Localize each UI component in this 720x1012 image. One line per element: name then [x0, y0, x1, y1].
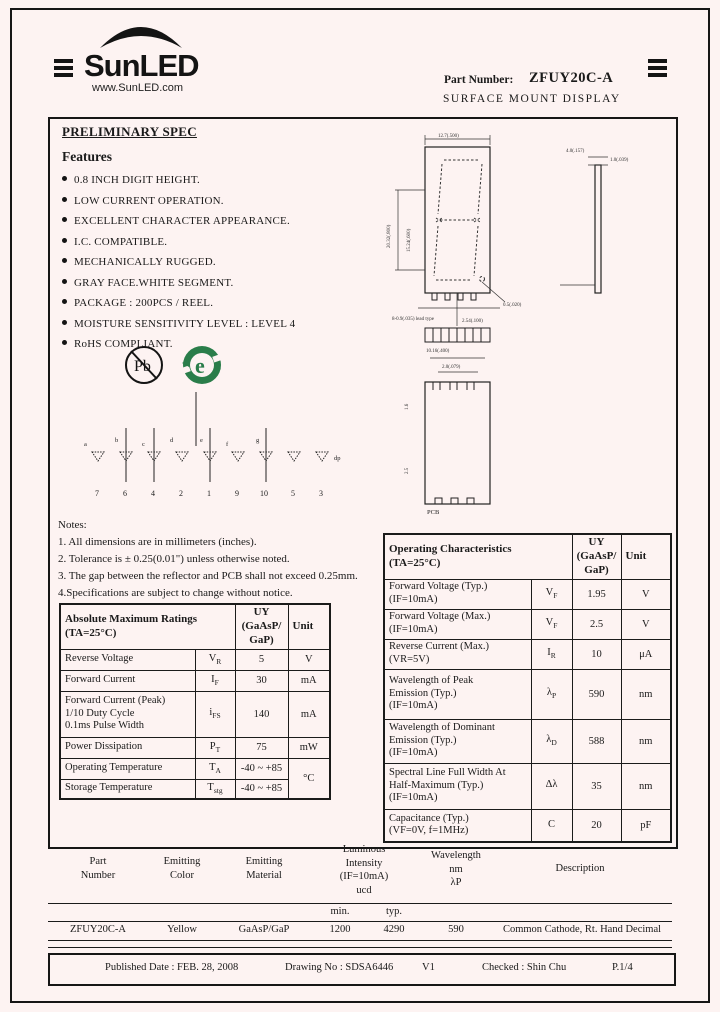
bullet-icon: [62, 320, 67, 325]
checked-by: Checked : Shin Chu: [482, 962, 567, 973]
dim-pads-note: 8-0.9(.035) lead type: [392, 317, 434, 322]
bullet-icon: [62, 279, 67, 284]
note-item: 1. All dimensions are in millimeters (inches).: [58, 536, 257, 548]
feature-text: GRAY FACE.WHITE SEGMENT.: [74, 276, 234, 289]
wavelength-col-header: Wavelength nm λP: [431, 850, 481, 889]
table-line: [48, 940, 672, 941]
feature-text: 0.8 INCH DIGIT HEIGHT.: [74, 174, 200, 186]
note-item: 4.Specifications are subject to change without notice.: [58, 587, 293, 599]
pb-free-icon: [122, 342, 166, 388]
description-col-header: Description: [555, 863, 605, 874]
dim-rear-w2: 2.0(.079): [442, 365, 461, 370]
segment-label: g: [256, 437, 260, 444]
luminous-typ-cell: 4290: [383, 924, 405, 935]
feature-item: [62, 277, 372, 289]
feature-item: [62, 318, 372, 330]
feature-item: [62, 297, 372, 309]
table-row: Operating Temperature $T_A$ -40 ~ +85 °C: [60, 758, 330, 779]
table-row: Spectral Line Full Width At Half-Maximum (Typ.) (IF=10mA) Δλ 35 nm: [384, 763, 671, 809]
efup-recycle-icon: [180, 343, 224, 387]
page-number: P.1/4: [612, 962, 633, 973]
part-col-header: Part Number: [80, 856, 116, 881]
notes-block: [58, 517, 378, 602]
part-number-value: ZFUY20C-A: [529, 70, 614, 86]
feature-item: [62, 256, 372, 268]
version: V1: [422, 962, 435, 973]
abs-table-title: Absolute Maximum Ratings (TA=25°C): [60, 604, 235, 649]
table-row: Storage Temperature $T_{stg}$ -40 ~ +85: [60, 779, 330, 799]
dim-digit-width: 15.24(.600): [407, 228, 412, 252]
dim-side-top: 4.0(.157): [566, 149, 585, 154]
emitting-color-cell: Yellow: [167, 924, 197, 935]
bullet-icon: [62, 299, 67, 304]
luminous-min-cell: 1200: [329, 924, 351, 935]
table-row: Forward Voltage (Max.) (IF=10mA) $V_F$ 2.5 V: [384, 609, 671, 639]
bullet-icon: [62, 258, 67, 263]
features-list: [62, 174, 372, 359]
features-title: Features: [62, 149, 112, 164]
dim-front-pitch: 2.54(.100): [462, 319, 483, 324]
wavelength-cell: 590: [448, 924, 464, 935]
pin-number: 3: [319, 489, 323, 498]
absolute-maximum-ratings-table: [59, 603, 331, 800]
table-row: Power Dissipation $P_T$ 75 mW: [60, 737, 330, 758]
bullet-icon: [62, 176, 67, 181]
luminous-col-header: Luminous Intensity (IF=10mA) ucd: [339, 844, 389, 896]
svg-text:Pb: Pb: [134, 358, 151, 375]
segment-label: f: [226, 441, 229, 448]
segment-label: c: [142, 441, 145, 448]
table-row: Capacitance (Typ.) (VF=0V, f=1MHz) C 20 pF: [384, 809, 671, 842]
table-line: [48, 947, 672, 948]
table-row: Wavelength of Peak Emission (Typ.) (IF=10mA) $\lambda_P$ 590 nm: [384, 669, 671, 719]
svg-text:e: e: [195, 353, 205, 378]
bullet-icon: [62, 238, 67, 243]
abs-col-uy: UY (GaAsP/ GaP): [235, 604, 288, 649]
dim-digit-height: 20.32(.800): [387, 224, 392, 248]
website-url: www.SunLED.com: [92, 82, 184, 94]
table-row: Forward Current (Peak) 1/10 Duty Cycle 0.1ms Pulse Width $i_{FS}$ 140 mA: [60, 691, 330, 737]
dim-front-width: 12.7(.500): [438, 134, 459, 139]
segment-label: a: [84, 441, 87, 448]
pin-number: 10: [260, 489, 268, 498]
op-col-uy: UY (GaAsP/ GaP): [572, 534, 621, 579]
pin-number: 2: [179, 489, 183, 498]
feature-item: [62, 195, 372, 207]
feature-text: PACKAGE : 200PCS / REEL.: [74, 297, 214, 309]
table-line: [48, 903, 672, 904]
typ-sub-header: typ.: [385, 906, 403, 917]
menu-icon-right: [648, 56, 667, 80]
preliminary-spec-title: PRELIMINARY SPEC: [62, 124, 197, 139]
bullet-icon: [62, 340, 67, 345]
dim-seg-note: 0.5(.020): [503, 303, 522, 308]
material-col-header: Emitting Material: [245, 856, 283, 881]
footer-bar: [48, 953, 676, 986]
feature-text: EXCELLENT CHARACTER APPEARANCE.: [74, 215, 290, 227]
table-row: Reverse Current (Max.) (VR=5V) $I_R$ 10 μA: [384, 639, 671, 669]
op-col-unit: Unit: [621, 534, 671, 579]
document-subtitle: SURFACE MOUNT DISPLAY: [443, 93, 621, 105]
min-sub-header: min.: [330, 906, 350, 917]
dim-rear-h1: 1.6: [405, 403, 410, 410]
pin-number: 7: [95, 489, 99, 498]
pin-number: 9: [235, 489, 239, 498]
pcb-label: PCB: [427, 509, 440, 516]
table-row: Reverse Voltage $V_R$ 5 V: [60, 649, 330, 670]
operating-characteristics-table: [383, 533, 672, 843]
abs-col-unit: Unit: [288, 604, 330, 649]
part-number-label: Part Number:: [444, 74, 514, 86]
table-row: Forward Current $I_F$ 30 mA: [60, 670, 330, 691]
internal-circuit-diagram: [60, 390, 380, 510]
feature-text: RoHS COMPLIANT.: [74, 338, 173, 350]
color-col-header: Emitting Color: [163, 856, 201, 881]
emitting-material-cell: GaAsP/GaP: [238, 924, 290, 935]
feature-item: [62, 174, 372, 186]
sunled-logo-arc: [96, 16, 186, 50]
segment-label: b: [115, 437, 119, 444]
package-drawing: [370, 130, 672, 520]
bullet-icon: [62, 217, 67, 222]
pin-number: 6: [123, 489, 127, 498]
notes-title: Notes:: [58, 519, 87, 531]
table-line: [48, 921, 672, 922]
pin-number: 1: [207, 489, 211, 498]
menu-icon-left: [54, 56, 73, 80]
note-item: 3. The gap between the reflector and PCB shall not exceed 0.25mm.: [58, 570, 358, 582]
dim-rear-w1: 10.16(.400): [426, 349, 450, 354]
table-row: Wavelength of Dominant Emission (Typ.) (IF=10mA) $\lambda_D$ 588 nm: [384, 719, 671, 763]
feature-text: MECHANICALLY RUGGED.: [74, 256, 216, 268]
table-row: Forward Voltage (Typ.) (IF=10mA) $V_F$ 1.95 V: [384, 579, 671, 609]
pin-number: 4: [151, 489, 155, 498]
segment-label: e: [200, 437, 203, 444]
drawing-number: Drawing No : SDSA6446: [285, 962, 394, 973]
op-table-title: Operating Characteristics (TA=25°C): [384, 534, 572, 579]
published-date: Published Date : FEB. 28, 2008: [105, 962, 239, 973]
description-cell: Common Cathode, Rt. Hand Decimal: [502, 924, 662, 935]
bullet-icon: [62, 197, 67, 202]
dim-side-gap: 1.0(.039): [610, 158, 629, 163]
feature-item: [62, 215, 372, 227]
feature-item: [62, 236, 372, 248]
segment-label: d: [170, 437, 174, 444]
sunled-logo: SunLED: [84, 48, 199, 83]
dp-label: dp: [334, 455, 341, 462]
feature-text: I.C. COMPATIBLE.: [74, 235, 168, 248]
pin-number: 5: [291, 489, 295, 498]
part-number-cell: ZFUY20C-A: [69, 924, 126, 935]
dim-rear-h2: 2.5: [405, 467, 410, 474]
note-item: 2. Tolerance is ± 0.25(0.01") unless otherwise noted.: [58, 553, 290, 565]
feature-text: LOW CURRENT OPERATION.: [74, 194, 224, 207]
feature-text: MOISTURE SENSITIVITY LEVEL : LEVEL 4: [74, 317, 296, 330]
